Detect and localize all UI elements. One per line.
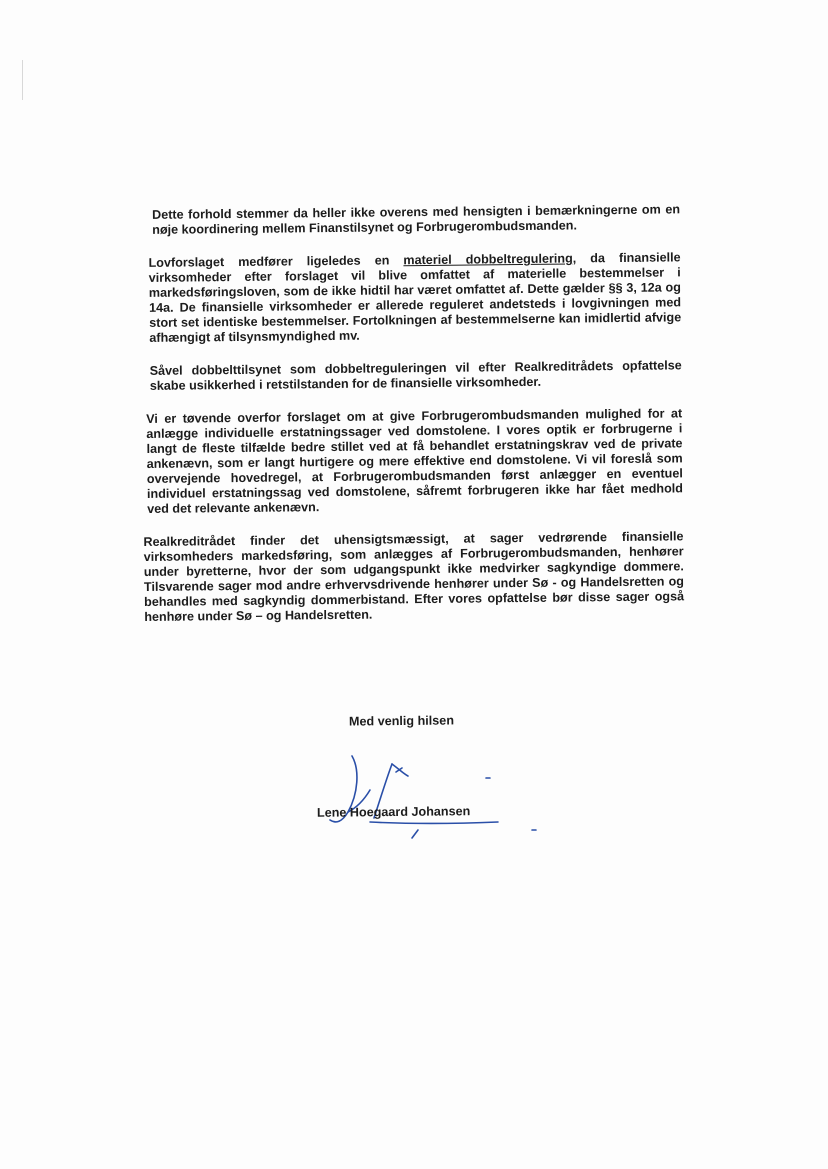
paragraph-double-regulation <box>149 250 682 346</box>
paragraph-text-after: , da finansielle virksomheder efter forslaget vil blive omfattet af materielle bestemmelser i markedsføringsloven, som de ikke hidtil har været omfattet af. Dette gælder §§ 3, 12a og 14a. De finansielle virksomheder er allerede reguleret andetsteds i lovgivningen med stort set identiske bestemmelser. Fortolkningen af bestemmelserne kan imidlertid afvige afhængigt af tilsynsmyndighed mv. <box>148 250 682 345</box>
paragraph-text: Vi er tøvende overfor forslaget om at give Forbrugerombudsmanden mulighed for at anlægge individuelle erstatningssager ved domstolene. I vores optik er forbrugerne i langt de fleste tilfælde bedre stillet ved at få behandlet erstatningskrav ved de private ankenævn, som er langt hurtigere og mere effektive end domstolene. Vi vil foreslå som overvejende hovedregel, at Forbrugerombudsmanden først anlægger en eventuel individuel erstatningssag ved domstolene, såfremt forbrugeren ikke har fået medhold ved det relevante ankenævn. <box>146 406 684 516</box>
paragraph-text: Realkreditrådet finder det uhensigtsmæssigt, at sager vedrørende finansielle virksomheders markedsføring, som anlægges af Forbrugerombudsmanden, henhører under byretterne, hvor der som udgangspunkt ikke medvirker sagkyndige dommere. Tilsvarende sager mod andre erhvervsdrivende henhører under Sø - og Handelsretten og behandles med sagkyndig dommerbistand. Efter vores opfattelse bør disse sager også henhøre under Sø – og Handelsretten. <box>143 529 685 624</box>
paragraph-coordination <box>152 202 680 238</box>
paragraph-compensation-cases <box>146 406 683 517</box>
paragraph-text-before: Lovforslaget medfører ligeledes en <box>148 253 404 270</box>
letter-body <box>140 202 685 643</box>
paragraph-legal-uncertainty <box>150 358 682 394</box>
closing-salutation: Med venlig hilsen <box>348 713 455 729</box>
paragraph-text: Dette forhold stemmer da heller ikke overens med hensigten i bemærkningerne om en nøje koordinering mellem Finanstilsynet og Forbrugerombudsmanden. <box>151 202 681 237</box>
handwritten-signature <box>300 750 560 850</box>
signer-name: Lene Hoegaard Johansen <box>316 804 471 820</box>
scan-artifact-line <box>22 60 23 100</box>
underlined-term: materiel dobbeltregulering <box>403 251 573 268</box>
paragraph-text: Såvel dobbelttilsynet som dobbeltreguleringen vil efter Realkreditrådets opfattelse skabe usikkerhed i retstilstanden for de finansielle virksomheder. <box>149 358 682 393</box>
paragraph-court-jurisdiction <box>143 529 684 625</box>
